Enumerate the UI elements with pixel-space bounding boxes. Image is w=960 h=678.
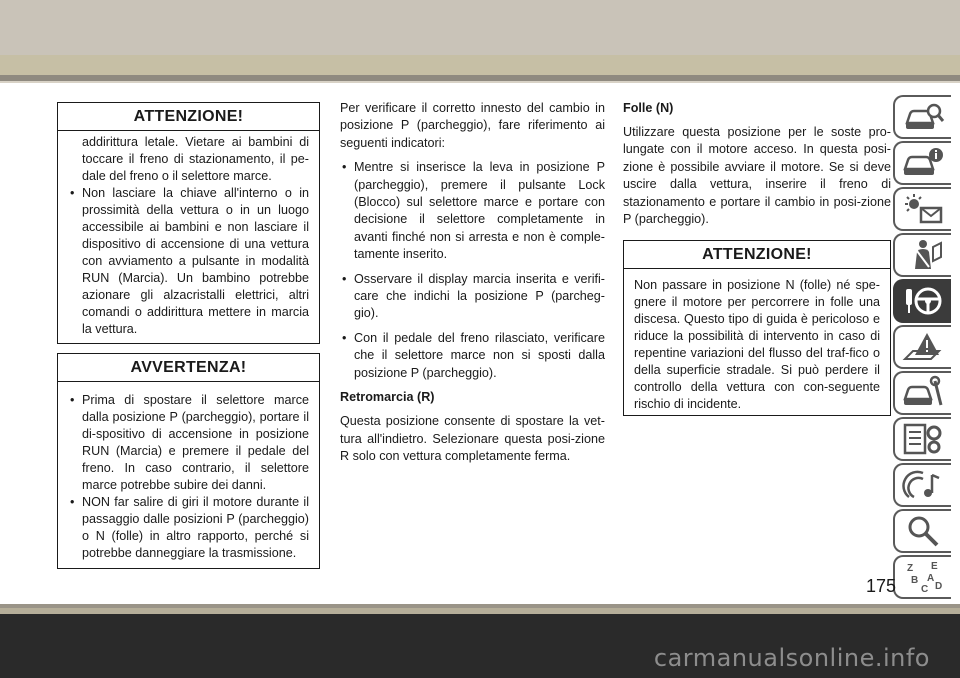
specifications-gear-icon: [901, 421, 945, 457]
tab-warning-road[interactable]: [893, 325, 951, 369]
tab-multimedia[interactable]: [893, 463, 951, 507]
car-search-icon: [901, 99, 945, 135]
warning-box-2-title: ATTENZIONE!: [624, 241, 890, 269]
caution-box-body: [58, 382, 319, 570]
warning-box-2-body: [624, 269, 890, 421]
svg-text:Z: Z: [907, 563, 914, 574]
tab-car-search[interactable]: [893, 95, 951, 139]
tab-alphabetical-index[interactable]: [893, 555, 951, 599]
warning-box-1-body: [58, 131, 319, 346]
light-message-icon: [901, 191, 945, 227]
reverse-heading: Retromarcia (R): [340, 390, 435, 405]
svg-text:D: D: [935, 581, 943, 592]
magnifier-icon: [901, 513, 945, 549]
park-intro: Per verificare il corretto innesto del cambio in posizione P (parcheggio), fare riferimento ai seguenti indicatori:: [340, 101, 605, 150]
tab-search-index[interactable]: [893, 509, 951, 553]
caution-box-title: AVVERTENZA!: [58, 354, 319, 382]
warning-box-2: [623, 240, 891, 416]
svg-text:E: E: [931, 561, 938, 572]
neutral-heading: Folle (N): [623, 101, 674, 115]
caution-bullet-2: • NON far salire di giri il motore durante il passaggio dalle posizioni P (parcheggio) o N (folle) in altro rapporto, perché si potrebbe danneggiare la trasmissione.: [68, 494, 309, 562]
caution-box: [57, 353, 320, 569]
tab-seatbelt-safety[interactable]: [893, 233, 951, 277]
tab-specifications[interactable]: [893, 417, 951, 461]
index-letters-icon: [901, 559, 945, 595]
tab-light-message[interactable]: [893, 187, 951, 231]
reverse-text: Questa posizione consente di spostare la vet-tura all'indietro. Selezionare questa posi-zione R solo con vettura completamente ferma.: [340, 414, 605, 463]
header-band: [0, 0, 960, 55]
warning-box-1-continuation: addirittura letale. Vietare ai bambini di toccare il freno di stazionamento, il pe-dale del freno o il selettore marce.: [82, 135, 309, 183]
car-wrench-icon: [901, 375, 945, 411]
park-indicator-1: • Mentre si inserisce la leva in posizione P (parcheggio), premere il pulsante Lock (Blocco) sul selettore marce e portare con decisione il selettore completamente in avanti finché non si arresta e non è comple-tamente inserito.: [340, 159, 605, 263]
watermark: carmanualsonline.info: [653, 644, 930, 672]
page-number: 175: [866, 576, 897, 596]
caution-bullet-1: • Prima di spostare il selettore marce dalla posizione P (parcheggio), portare il di-spositivo di accensione in posizione RUN (Marcia) e premere il pedale del freno. In caso contrario, il selettore marce potrebbe subire dei danni.: [68, 392, 309, 494]
warning-road-icon: [901, 329, 945, 365]
park-indicator-3: • Con il pedale del freno rilasciato, verificare che il selettore marce non si sposti dalla posizione P (parcheggio).: [340, 330, 605, 382]
header-stripe: [0, 55, 960, 75]
key-steering-wheel-icon: [901, 283, 945, 319]
chapter-tabs: [893, 95, 953, 601]
tab-car-wrench[interactable]: [893, 371, 951, 415]
car-info-icon: [901, 145, 945, 181]
neutral-text: Utilizzare questa posizione per le soste pro-lungate con il motore acceso. In questa posi-zione è possibile avviare il motore. Se si deve uscire dalla vettura, inserire il freno di stazionamento e portare il cambio in posi-zione P (parcheggio).: [623, 125, 891, 227]
park-indicator-2: • Osservare il display marcia inserita e verifi-care che indichi la posizione P (parcheg-gio).: [340, 271, 605, 323]
warning-box-2-text: Non passare in posizione N (folle) né spe-gnere il motore per percorrere in folle una discesa. Questo tipo di guida è pericoloso e riduce la possibilità di intervento in caso di repentine variazioni del flusso del traf-fico o della superficie stradale. Si può perdere il controllo della vettura con con-seguente rischio di incidente.: [634, 278, 880, 411]
tab-car-info[interactable]: [893, 141, 951, 185]
multimedia-music-icon: [901, 467, 945, 503]
svg-text:B: B: [911, 575, 919, 586]
right-column: [623, 100, 891, 228]
svg-text:A: A: [927, 573, 935, 584]
warning-box-1-bullet: • Non lasciare la chiave all'interno o in prossimità della vettura o in un luogo accessibile ai bambini e non lasciare il dispositivo di accensione di una vettura con avviamento a pulsante in modalità RUN (Marcia). Un bambino potrebbe azionare gli alzacristalli elettrici, altri comandi o addirittura mettere in marcia la vettura.: [68, 185, 309, 338]
tab-key-steering-wheel[interactable]: [893, 279, 951, 323]
warning-box-1-title: ATTENZIONE!: [58, 103, 319, 131]
svg-text:C: C: [921, 584, 929, 595]
header-divider-light: [0, 81, 960, 83]
warning-box-1: [57, 102, 320, 344]
middle-column: [340, 100, 605, 465]
seatbelt-safety-icon: [901, 237, 945, 273]
